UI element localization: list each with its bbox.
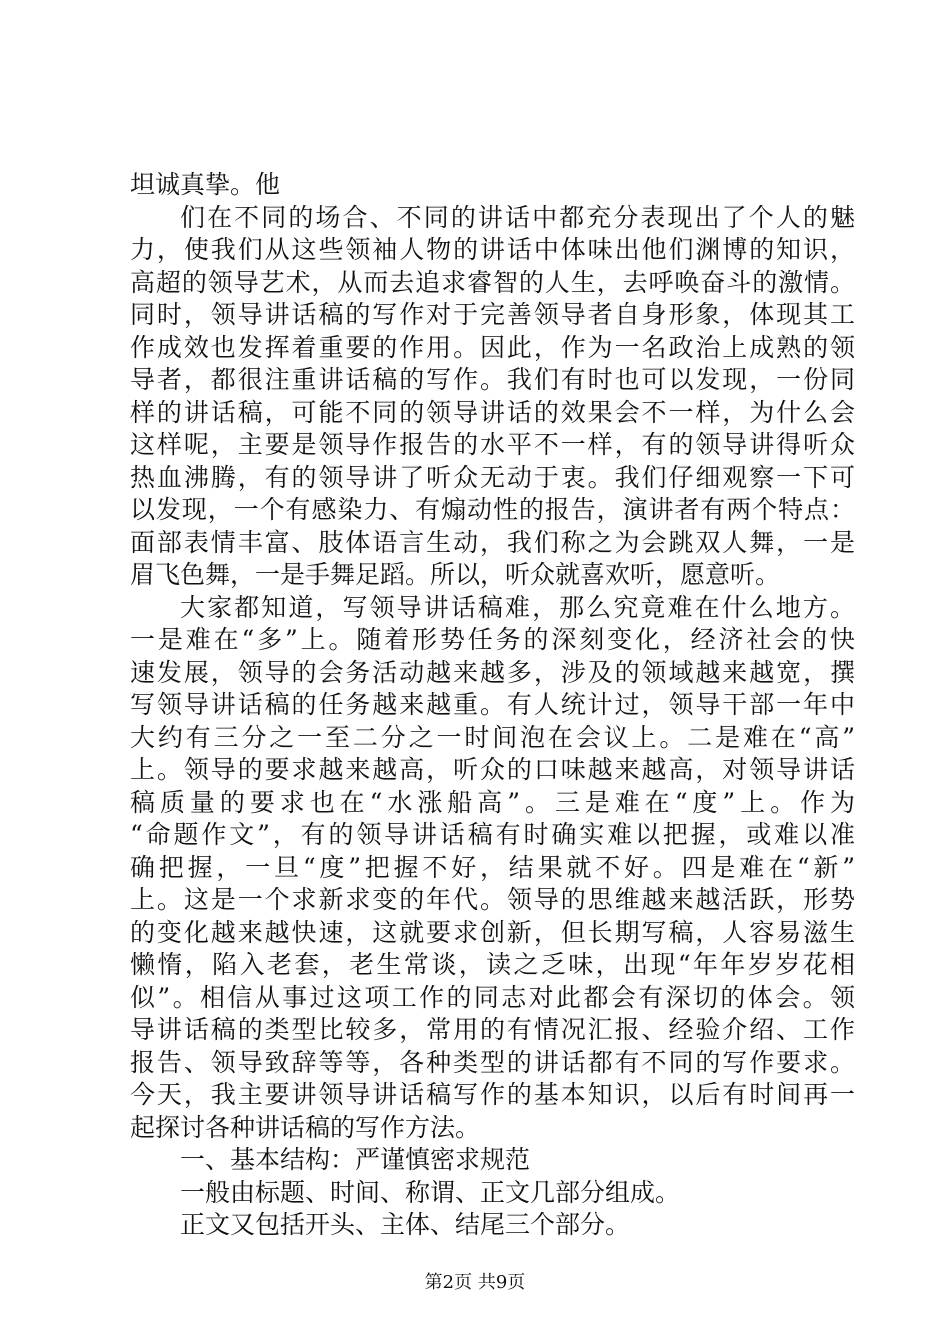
text-line: 样的讲话稿，可能不同的领导讲话的效果会不一样，为什么会 xyxy=(130,397,855,427)
text-line: 这样呢，主要是领导作报告的水平不一样，有的领导讲得听众 xyxy=(130,430,855,459)
text-line: 导讲话稿的类型比较多，常用的有情况汇报、经验介绍、工作 xyxy=(130,1015,855,1044)
text-line: 们在不同的场合、不同的讲话中都充分表现出了个人的魅 xyxy=(180,202,855,232)
text-line: 力，使我们从这些领袖人物的讲话中体味出他们渊博的知识， xyxy=(130,235,855,264)
text-line: 报告、领导致辞等等，各种类型的讲话都有不同的写作要求。 xyxy=(130,1047,855,1077)
text-line: 确把握，一旦“度”把握不好，结果就不好。四是难在“新” xyxy=(130,852,855,882)
text-line: 面部表情丰富、肢体语言生动，我们称之为会跳双人舞，一是 xyxy=(130,527,855,557)
text-line: 一般由标题、时间、称谓、正文几部分组成。 xyxy=(180,1177,681,1207)
body-text xyxy=(130,169,855,1242)
text-line: 上。领导的要求越来越高，听众的口味越来越高，对领导讲话 xyxy=(130,755,855,784)
text-line: 的变化越来越快速，这就要求创新，但长期写稿，人容易滋生 xyxy=(130,917,855,947)
text-line: 一是难在“多”上。随着形势任务的深刻变化，经济社会的快 xyxy=(130,625,855,654)
text-line: 正文又包括开头、主体、结尾三个部分。 xyxy=(180,1210,631,1239)
text-line: 导者，都很注重讲话稿的写作。我们有时也可以发现，一份同 xyxy=(130,365,855,394)
text-line: 懒惰，陷入老套，老生常谈，读之乏味，出现“年年岁岁花相 xyxy=(130,950,855,979)
text-line: 热血沸腾，有的领导讲了听众无动于衷。我们仔细观察一下可 xyxy=(130,462,855,492)
text-line: 似”。相信从事过这项工作的同志对此都会有深切的体会。领 xyxy=(130,982,855,1012)
text-line: 写领导讲话稿的任务越来越重。有人统计过，领导干部一年中 xyxy=(130,690,855,719)
text-line: 速发展，领导的会务活动越来越多，涉及的领域越来越宽，撰 xyxy=(130,657,855,687)
text-line: 今天，我主要讲领导讲话稿写作的基本知识，以后有时间再一 xyxy=(130,1080,855,1109)
page-footer: 第2页 共9页 xyxy=(424,1272,526,1293)
text-line: 眉飞色舞，一是手舞足蹈。所以，听众就喜欢听，愿意听。 xyxy=(130,560,781,589)
text-line: 作成效也发挥着重要的作用。因此，作为一名政治上成熟的领 xyxy=(130,332,855,362)
text-line: 上。这是一个求新求变的年代。领导的思维越来越活跃，形势 xyxy=(130,885,855,914)
text-line: “命题作文”，有的领导讲话稿有时确实难以把握，或难以准 xyxy=(130,820,855,849)
text-line: 大家都知道，写领导讲话稿难，那么究竟难在什么地方。 xyxy=(180,592,855,622)
text-line: 大约有三分之一至二分之一时间泡在会议上。二是难在“高” xyxy=(130,722,855,752)
text-line: 以发现，一个有感染力、有煽动性的报告，演讲者有两个特点： xyxy=(130,495,855,524)
text-line: 坦诚真挚。他 xyxy=(130,170,281,199)
text-line: 高超的领导艺术，从而去追求睿智的人生，去呼唤奋斗的激情。 xyxy=(130,267,855,297)
text-line: 稿质量的要求也在“水涨船高”。三是难在“度”上。作为 xyxy=(130,787,855,817)
text-line: 同时，领导讲话稿的写作对于完善领导者自身形象，体现其工 xyxy=(130,300,855,329)
text-line: 起探讨各种讲话稿的写作方法。 xyxy=(130,1112,481,1142)
text-line: 一、基本结构：严谨慎密求规范 xyxy=(180,1145,531,1174)
